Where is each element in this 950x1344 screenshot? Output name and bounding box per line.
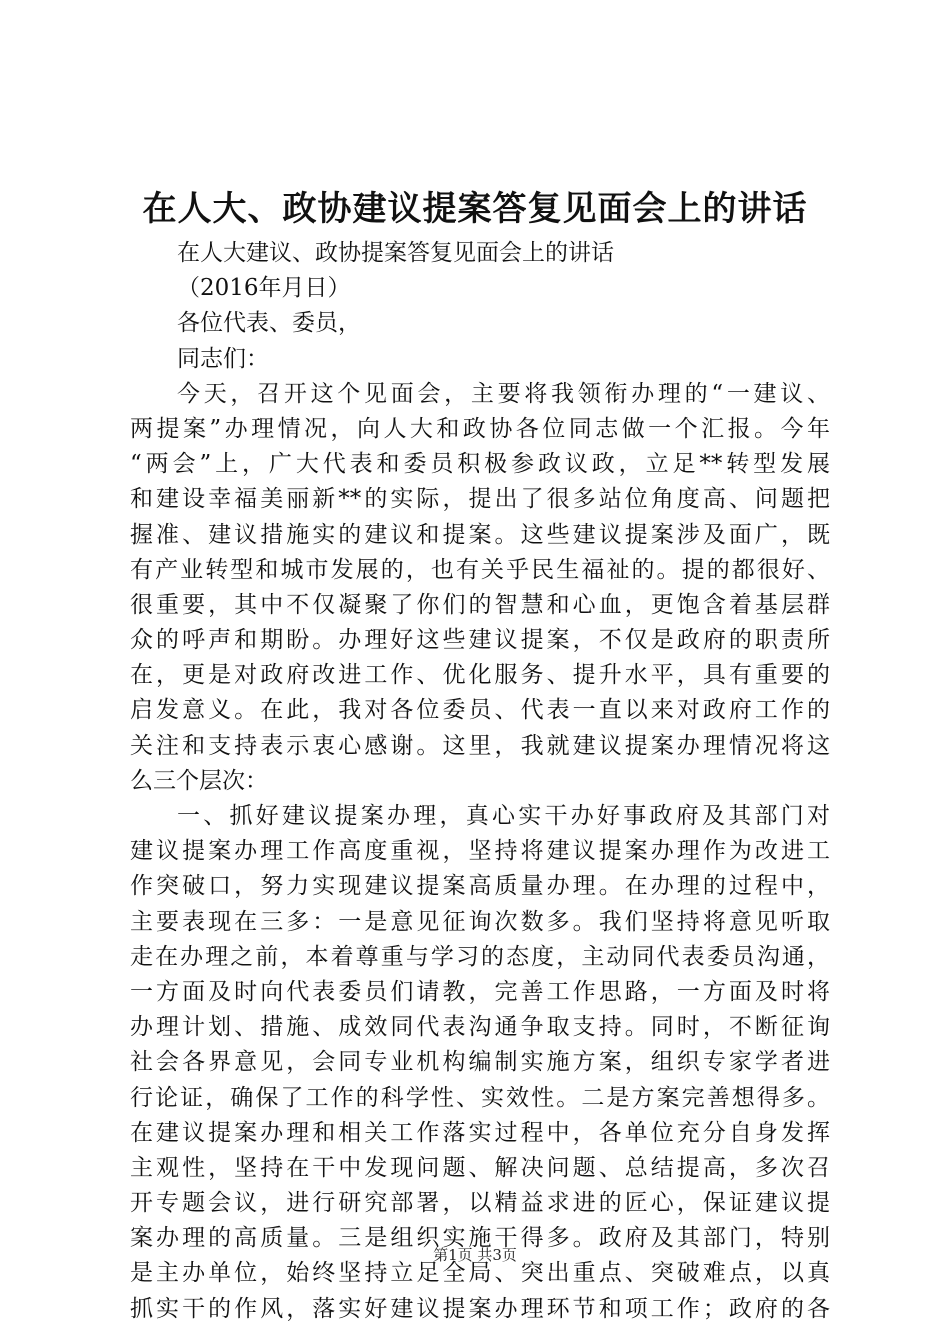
document-title: 在人大、政协建议提案答复见面会上的讲话 — [142, 189, 808, 229]
body-line: 建议提案办理工作高度重视，坚持将建议提案办理作为改进工 — [130, 838, 830, 865]
body-line: 办理计划、措施、成效同代表沟通争取支持。同时，不断征询 — [130, 1014, 830, 1041]
body-line: “两会”上，广大代表和委员积极参政议政，立足**转型发展 — [130, 451, 830, 478]
body-line: 走在办理之前，本着尊重与学习的态度，主动同代表委员沟通， — [130, 943, 830, 970]
body-line: 有产业转型和城市发展的，也有关乎民生福祉的。提的都很好、 — [130, 556, 830, 583]
body-line: 和建设幸福美丽新**的实际，提出了很多站位角度高、问题把 — [130, 486, 830, 513]
body-line: 两提案”办理情况，向人大和政协各位同志做一个汇报。今年 — [130, 415, 830, 442]
body-line: 各位代表、委员， — [177, 310, 361, 337]
body-line: 行论证，确保了工作的科学性、实效性。二是方案完善想得多。 — [130, 1084, 830, 1111]
body-line: 众的呼声和期盼。办理好这些建议提案，不仅是政府的职责所 — [130, 627, 830, 654]
body-line: 在人大建议、政协提案答复见面会上的讲话 — [177, 240, 614, 266]
body-line: 案办理的高质量。三是组织实施干得多。政府及其部门，特别 — [130, 1225, 830, 1252]
body-line: 在，更是对政府改进工作、优化服务、提升水平，具有重要的 — [130, 662, 830, 689]
body-line: 社会各界意见，会同专业机构编制实施方案，组织专家学者进 — [130, 1049, 830, 1076]
body-line: 握准、建议措施实的建议和提案。这些建议提案涉及面广，既 — [130, 521, 830, 548]
body-line: 一、抓好建议提案办理，真心实干办好事政府及其部门对 — [177, 803, 830, 829]
body-line: 今天，召开这个见面会，主要将我领衔办理的“一建议、 — [177, 380, 830, 407]
body-line: 作突破口，努力实现建议提案高质量办理。在办理的过程中， — [130, 873, 830, 900]
body-line: 主要表现在三多：一是意见征询次数多。我们坚持将意见听取 — [130, 908, 830, 935]
body-line: 么三个层次： — [130, 767, 268, 794]
body-line: 同志们： — [177, 345, 269, 372]
body-line: 主观性，坚持在干中发现问题、解决问题、总结提高，多次召 — [130, 1154, 830, 1181]
body-line: 开专题会议，进行研究部署，以精益求进的匠心，保证建议提 — [130, 1190, 830, 1217]
body-line: 很重要，其中不仅凝聚了你们的智慧和心血，更饱含着基层群 — [130, 591, 830, 618]
body-line: 在建议提案办理和相关工作落实过程中，各单位充分自身发挥 — [130, 1119, 830, 1146]
body-line: 启发意义。在此，我对各位委员、代表一直以来对政府工作的 — [130, 697, 830, 724]
body-line: 是主办单位，始终坚持立足全局、突出重点、突破难点，以真 — [130, 1260, 830, 1287]
body-line: （2016年月日） — [177, 275, 351, 302]
body-line: 抓实干的作风，落实好建议提案办理环节和项工作；政府的各 — [130, 1295, 830, 1322]
body-line: 关注和支持表示衷心感谢。这里，我就建议提案办理情况将这 — [130, 732, 830, 759]
body-line: 一方面及时向代表委员们请教，完善工作思路，一方面及时将 — [130, 978, 830, 1005]
document-body — [130, 236, 830, 1327]
page-footer: 第1页 共3页 — [433, 1246, 517, 1264]
